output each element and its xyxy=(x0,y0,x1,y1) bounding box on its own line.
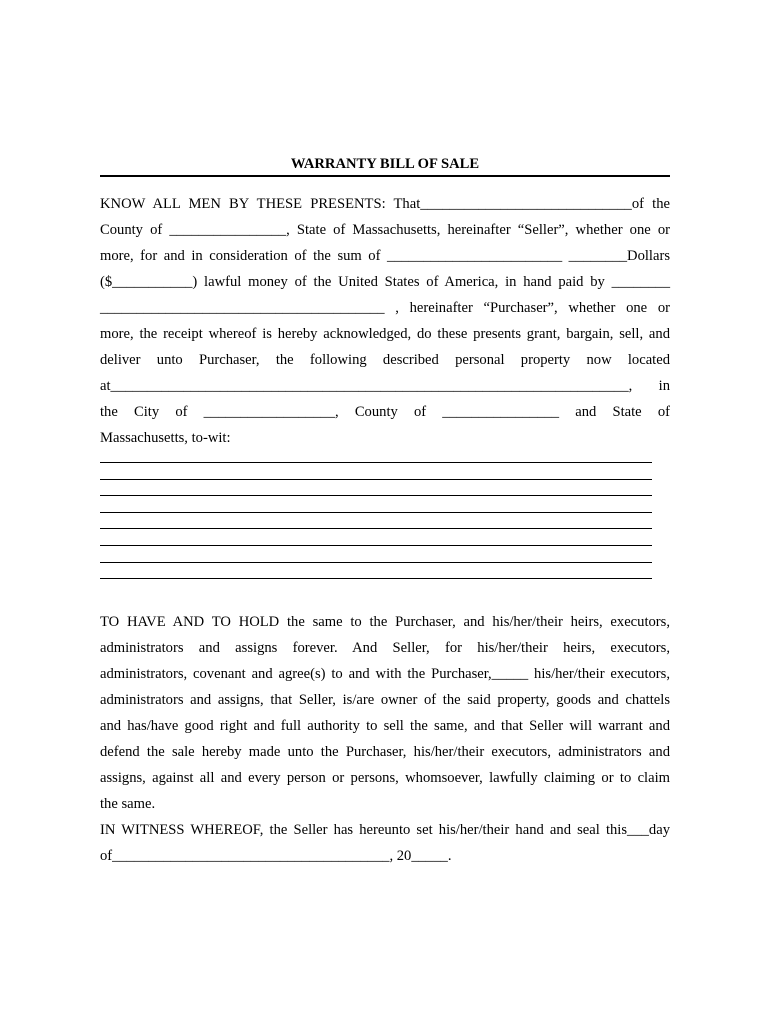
habendum-line: TO HAVE AND TO HOLD the same to the Purchaser, and his/her/their heirs, executors, xyxy=(100,614,670,630)
blank-line xyxy=(100,562,652,579)
intro-paragraph xyxy=(100,191,670,451)
blank-line xyxy=(100,479,652,496)
title-rule xyxy=(100,175,670,177)
blank-line xyxy=(100,545,652,562)
habendum-line: the same. xyxy=(100,796,156,812)
intro-line: the City of __________________, County of ________________ and State of xyxy=(100,404,670,420)
habendum-line: administrators and assigns, that Seller, is/are owner of the said property, goods and chattels xyxy=(100,692,670,708)
habendum-paragraph xyxy=(100,609,670,817)
intro-line: KNOW ALL MEN BY THESE PRESENTS: That_____________________________of the xyxy=(100,196,670,212)
habendum-line: and has/have good right and full authority to sell the same, and that Seller will warrant and xyxy=(100,718,670,734)
blank-line xyxy=(100,528,652,545)
intro-line: ($___________) lawful money of the United States of America, in hand paid by ________ xyxy=(100,274,670,290)
blank-line xyxy=(100,495,652,512)
intro-line: more, for and in consideration of the sum of ________________________ ________Dollars xyxy=(100,248,670,264)
witness-line: of______________________________________, 20_____. xyxy=(100,848,452,864)
witness-paragraph xyxy=(100,817,670,869)
blank-line xyxy=(100,512,652,529)
intro-line: _______________________________________ , hereinafter “Purchaser”, whether one or xyxy=(100,300,670,316)
witness-line: IN WITNESS WHEREOF, the Seller has hereunto set his/her/their hand and seal this___day xyxy=(100,822,670,838)
intro-line: at_______________________________________________________________________, in xyxy=(100,378,670,394)
property-description-lines xyxy=(100,462,652,595)
habendum-line: defend the sale hereby made unto the Purchaser, his/her/their executors, administrators and xyxy=(100,744,670,760)
blank-line xyxy=(100,578,652,595)
intro-line: Massachusetts, to-wit: xyxy=(100,430,231,446)
intro-line: deliver unto Purchaser, the following described personal property now located xyxy=(100,352,670,368)
habendum-line: administrators, covenant and agree(s) to and with the Purchaser,_____ his/her/their executors, xyxy=(100,666,670,682)
document-title: WARRANTY BILL OF SALE xyxy=(290,156,480,172)
habendum-line: assigns, against all and every person or persons, whomsoever, lawfully claiming or to claim xyxy=(100,770,670,786)
intro-line: more, the receipt whereof is hereby acknowledged, do these presents grant, bargain, sell, and xyxy=(100,326,670,342)
blank-line xyxy=(100,462,652,479)
habendum-line: administrators and assigns forever. And Seller, for his/her/their heirs, executors, xyxy=(100,640,670,656)
intro-line: County of ________________, State of Massachusetts, hereinafter “Seller”, whether one or xyxy=(100,222,670,238)
